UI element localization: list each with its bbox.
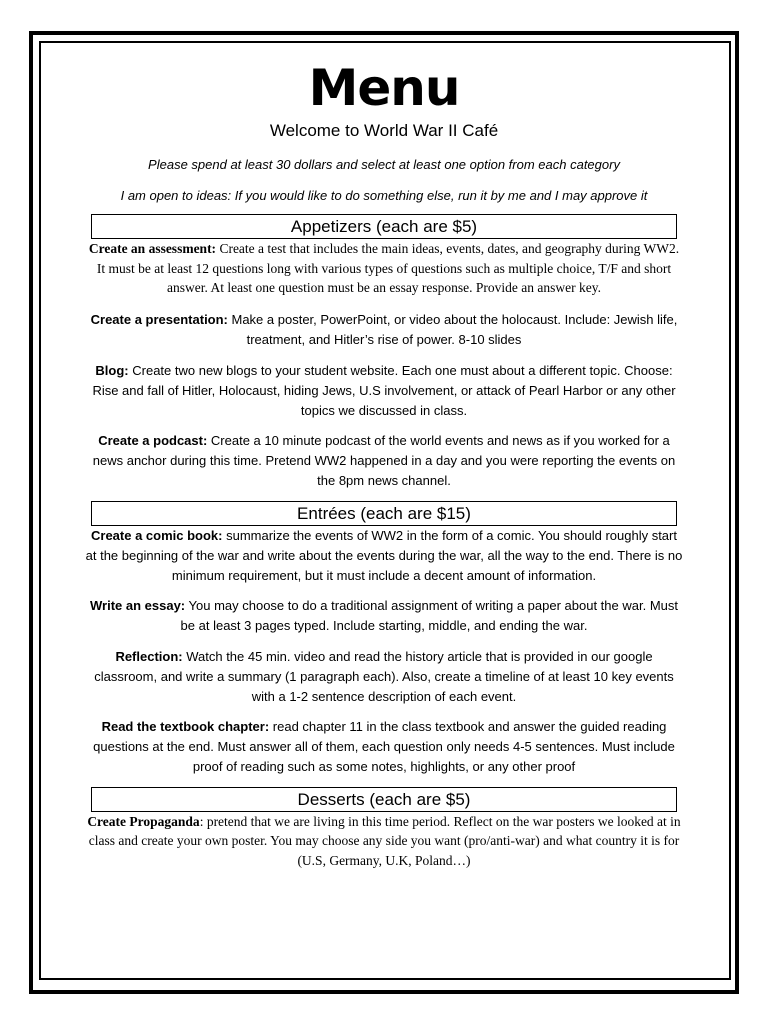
item-text: read chapter 11 in the class textbook and answer the guided reading questions at the end. Must answer all of them, each question only needs 4-5 sentences. Must include proof of reading such as some notes, highlights, or any other proof: [93, 718, 675, 774]
item-text: Watch the 45 min. video and read the history article that is provided in our google classroom, and write a summary (1 paragraph each). Also, create a timeline of at least 10 key events with a 1-2 sentence description of each event.: [94, 648, 674, 704]
menu-document: [44, 44, 724, 870]
ideas-note: I am open to ideas: If you would like to do something else, run it by me and I may approve it: [120, 188, 648, 203]
item-name: Read the textbook chapter:: [101, 718, 270, 734]
appetizers-header: Appetizers (each are $5): [91, 214, 677, 239]
item-name: Create Propaganda: [87, 813, 200, 829]
item-text: Create two new blogs to your student website. Each one must about a different topic. Choose: Rise and fall of Hitler, Holocaust, hiding Jews, U.S involvement, or attack of Pearl Harbor or any other topics we discussed in class.: [92, 362, 676, 418]
entree-item-textbook: [84, 717, 684, 777]
item-name: Create a comic book:: [91, 527, 223, 543]
entree-item-reflection: [84, 647, 684, 707]
appetizer-item-blog: [84, 361, 684, 421]
entree-item-essay: [84, 596, 684, 636]
item-name: Write an essay:: [90, 597, 186, 613]
entrees-header: Entrées (each are $15): [91, 501, 677, 526]
appetizer-item-assessment: [84, 239, 684, 298]
dessert-item-propaganda: [84, 812, 684, 871]
item-text: Create a 10 minute podcast of the world events and news as if you worked for a news anchor during this time. Pretend WW2 happened in a day and you were reporting the events on the 8pm news channel.: [92, 432, 676, 488]
item-name: Create a podcast:: [98, 432, 208, 448]
item-name: Create a presentation:: [90, 311, 228, 327]
page-title: Menu: [308, 59, 460, 117]
item-text: summarize the events of WW2 in the form of a comic. You should roughly start at the beginning of the war and write about the events during the war, all the way to the end. There is no minimum requirement, but it must include a decent amount of information.: [85, 527, 683, 583]
item-text: Make a poster, PowerPoint, or video about the holocaust. Include: Jewish life, treatment, and Hitler’s rise of power. 8-10 slides: [227, 311, 678, 347]
appetizer-item-presentation: [84, 310, 684, 350]
entree-item-comic-book: [84, 526, 684, 586]
item-name: Create an assessment:: [88, 241, 217, 256]
item-name: Blog:: [95, 362, 129, 378]
spending-note: Please spend at least 30 dollars and select at least one option from each category: [148, 157, 620, 172]
desserts-header: Desserts (each are $5): [91, 787, 677, 812]
welcome-line: Welcome to World War II Café: [269, 121, 499, 140]
item-text: Create a test that includes the main ideas, events, dates, and geography during WW2. It must be at least 12 questions long with various types of questions such as multiple choice, T/F and short answer. At least one question must be an essay response. Provide an answer key.: [96, 241, 680, 295]
item-text: You may choose to do a traditional assignment of writing a paper about the war. Must be at least 3 pages typed. Include starting, middle, and ending the war.: [180, 597, 678, 633]
appetizer-item-podcast: [84, 431, 684, 491]
item-text: : pretend that we are living in this time period. Reflect on the war posters we looked at in class and create your own poster. You may choose any side you want (pro/anti-war) and what country it is for (U.S, Germany, U.K, Poland…): [88, 813, 681, 868]
item-name: Reflection:: [115, 648, 183, 664]
